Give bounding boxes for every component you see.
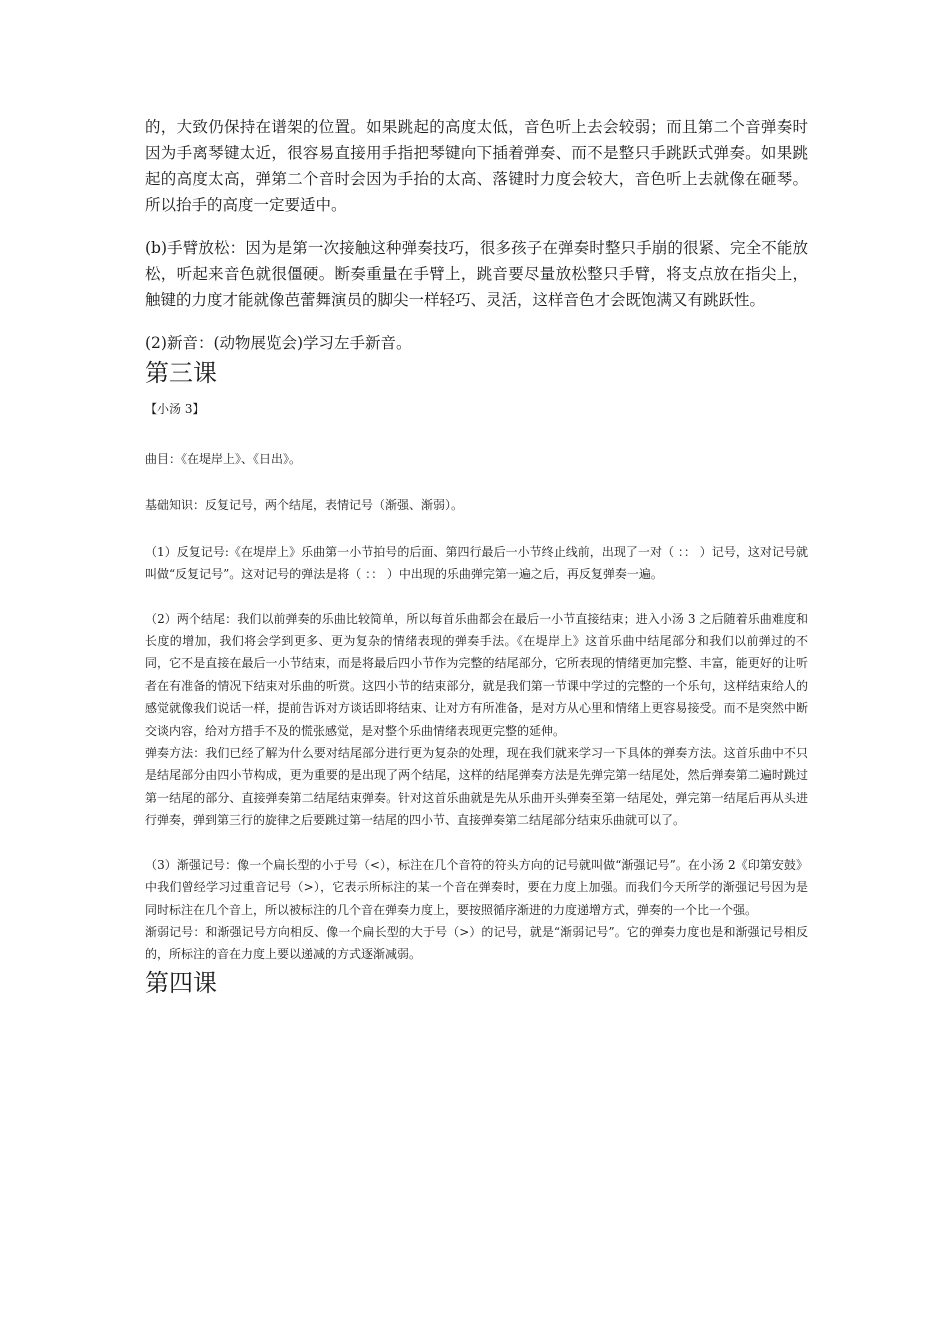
lesson3-pieces: 曲目：《在堤岸上》、《日出》。 xyxy=(145,452,302,466)
paragraph-arm-relax: (b)手臂放松：因为是第一次接触这种弹奏技巧，很多孩子在弹奏时整只手崩的很紧、完全不能放松，听起来音色就很僵硬。断奏重量在手臂上，跳音要尽量放松整只手臂，将支点放在指尖上，触键的力度才能就像芭蕾舞演员的脚尖一样轻巧、灵活，这样音色才会既饱满又有跳跃性。 xyxy=(145,239,808,309)
paragraph-bounce-height: 的，大致仍保持在谱架的位置。如果跳起的高度太低，音色听上去会较弱；而且第二个音弹奏时因为手离琴键太近，很容易直接用手指把琴键向下插着弹奏、而不是整只手跳跃式弹奏。如果跳起的高度太高，弹第二个音时会因为手抬的太高、落键时力度会较大，音色听上去就像在砸琴。所以抬手的高度一定要适中。 xyxy=(145,118,808,214)
section-playing-method: 弹奏方法：我们已经了解为什么要对结尾部分进行更为复杂的处理，现在我们就来学习一下具体的弹奏方法。这首乐曲中不只是结尾部分由四小节构成，更为重要的是出现了两个结尾，这样的结尾弹奏方法是先弹完第一结尾处，然后弹奏第二遍时跳过第一结尾的部分、直接弹奏第二结尾结束弹奏。针对这首乐曲就是先从乐曲开头弹奏至第一结尾处，弹完第一结尾后再从头进行弹奏，弹到第三行的旋律之后要跳过第一结尾的四小节、直接弹奏第二结尾部分结束乐曲就可以了。 xyxy=(145,746,808,828)
section-two-endings: （2）两个结尾：我们以前弹奏的乐曲比较简单，所以每首乐曲都会在最后一小节直接结束；进入小汤 3 之后随着乐曲难度和长度的增加，我们将会学到更多、更为复杂的情绪表现的弹奏手法。《在堤岸上》这首乐曲中结尾部分和我们以前弹过的不同，它不是直接在最后一小节结束，而是将最后四小节作为完整的结尾部分，它所表现的情绪更加完整、丰富，能更好的让听者在有准备的情况下结束对乐曲的听赏。这四小节的结束部分，就是我们第一节课中学过的完整的一个乐句，这样结束给人的感觉就像我们说话一样，提前告诉对方谈话即将结束、让对方有所准备，是对方从心里和情绪上更容易接受。而不是突然中断交谈内容，给对方措手不及的慌张感觉，是对整个乐曲情绪表现更完整的延伸。 xyxy=(145,611,808,738)
paragraph-new-note: (2)新音：(动物展览会)学习左手新音。 xyxy=(145,334,412,352)
section-diminuendo: 渐弱记号：和渐强记号方向相反、像一个扁长型的大于号（>）的记号，就是“渐弱记号”。它的弹奏力度也是和渐强记号相反的，所标注的音在力度上要以递减的方式逐渐减弱。 xyxy=(145,924,808,962)
lesson3-basics: 基础知识：反复记号，两个结尾，表情记号（渐强、渐弱）。 xyxy=(145,498,464,513)
section-crescendo: （3）渐强记号：像一个扁长型的小于号（<），标注在几个音符的符头方向的记号就叫做“渐强记号”。在小汤 2《印第安鼓》中我们曾经学习过重音记号（>），它表示所标注的某一个音在弹奏时，要在力度上加强。而我们今天所学的渐强记号因为是同时标注在几个音上，所以被标注的几个音在弹奏力度上，要按照循序渐进的力度递增方式，弹奏的一个比一个强。 xyxy=(145,857,808,917)
lesson4-heading: 第四课 xyxy=(145,968,217,997)
lesson3-heading: 第三课 xyxy=(145,359,217,387)
lesson3-book-tag: 【小汤 3】 xyxy=(145,402,205,416)
section-repeat-sign: （1）反复记号:《在堤岸上》乐曲第一小节拍号的后面、第四行最后一小节终止线前，出现了一对（ ：： ）记号，这对记号就叫做“反复记号”。这对记号的弹法是将（ ：： ）中出现的乐曲弹完第一遍之后，再反复弹奏一遍。 xyxy=(145,544,808,582)
